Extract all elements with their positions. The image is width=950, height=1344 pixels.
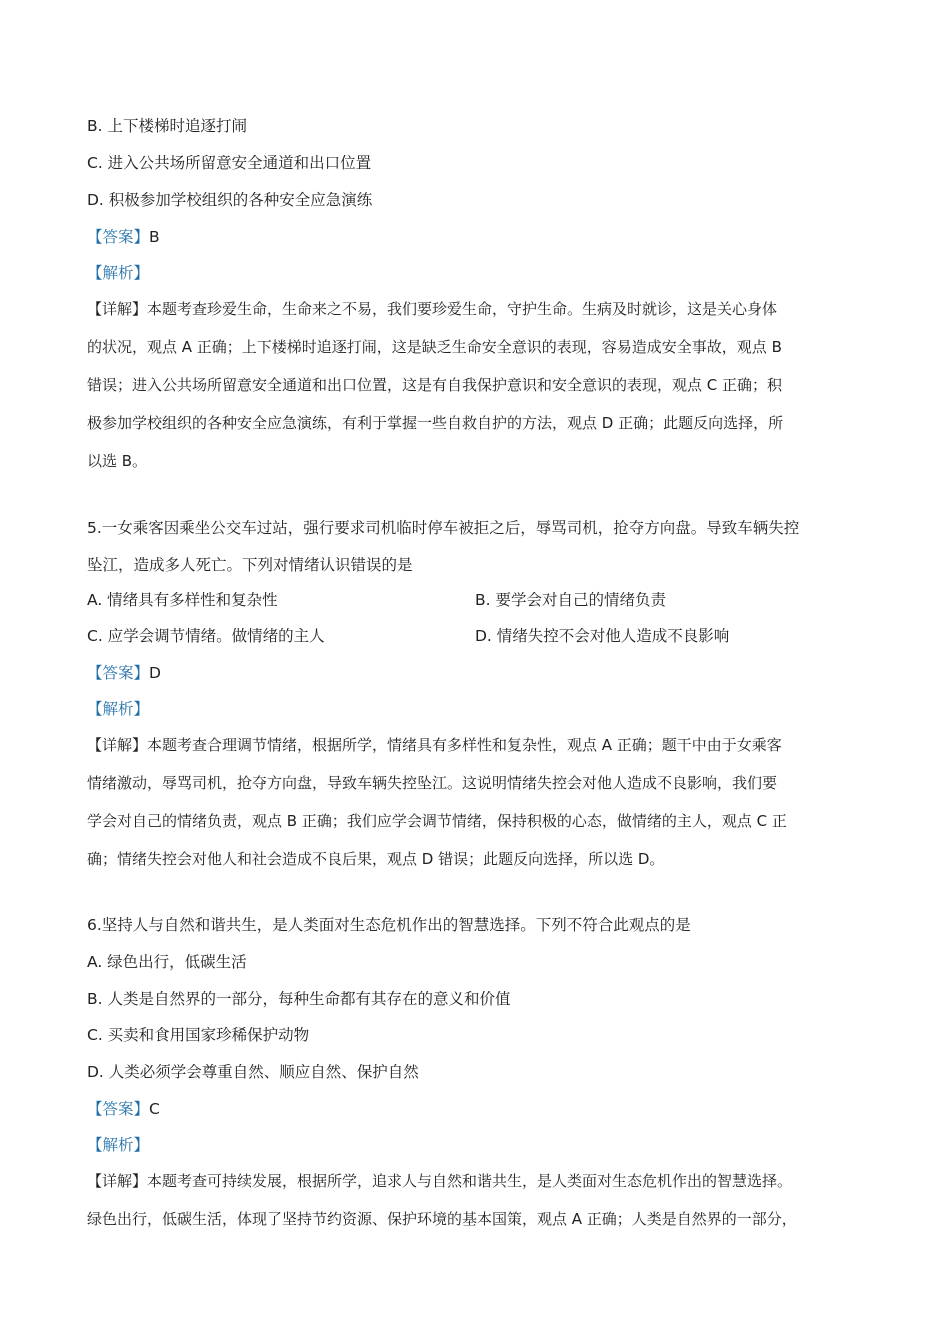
q6-option-d: D. 人类必须学会尊重自然、顺应自然、保护自然 — [87, 1063, 419, 1081]
q6-stem: 6.坚持人与自然和谐共生，是人类面对生态危机作出的智慧选择。下列不符合此观点的是 — [87, 916, 691, 934]
answer-label: 【答案】 — [87, 664, 150, 682]
answer-value: B — [149, 228, 160, 246]
q5-detail-line: 情绪激动，辱骂司机，抢夺方向盘，导致车辆失控坠江。这说明情绪失控会对他人造成不良影响，我们要 — [87, 774, 778, 792]
q5-detail-line: 确；情绪失控会对他人和社会造成不良后果，观点 D 错误；此题反向选择，所以选 D。 — [87, 850, 665, 868]
q5-analysis-label: 【解析】 — [87, 700, 150, 718]
q4-option-b: B. 上下楼梯时追逐打闹 — [87, 117, 247, 135]
q4-detail-line: 【详解】本题考查珍爱生命，生命来之不易，我们要珍爱生命，守护生命。生病及时就诊，这是关心身体 — [87, 300, 778, 318]
q4-detail-line: 极参加学校组织的各种安全应急演练，有利于掌握一些自救自护的方法，观点 D 正确；此题反向选择，所 — [87, 414, 784, 432]
q4-option-c: C. 进入公共场所留意安全通道和出口位置 — [87, 154, 372, 172]
q4-analysis-label: 【解析】 — [87, 264, 150, 282]
q5-stem: 5.一女乘客因乘坐公交车过站，强行要求司机临时停车被拒之后，辱骂司机，抢夺方向盘。导致车辆失控 — [87, 519, 800, 537]
q6-detail-line: 【详解】本题考查可持续发展，根据所学，追求人与自然和谐共生，是人类面对生态危机作出的智慧选择。 — [87, 1172, 793, 1190]
q6-option-c: C. 买卖和食用国家珍稀保护动物 — [87, 1026, 310, 1044]
answer-label: 【答案】 — [87, 1100, 150, 1118]
q5-answer — [87, 663, 161, 683]
answer-label: 【答案】 — [87, 228, 150, 246]
q6-option-a: A. 绿色出行，低碳生活 — [87, 953, 247, 971]
q6-option-b: B. 人类是自然界的一部分，每种生命都有其存在的意义和价值 — [87, 990, 511, 1008]
answer-value: D — [149, 664, 161, 682]
q4-detail-line: 错误；进入公共场所留意安全通道和出口位置，这是有自我保护意识和安全意识的表现，观点 C 正确；积 — [87, 376, 783, 394]
q5-option-b: B. 要学会对自己的情绪负责 — [475, 591, 666, 609]
q4-option-d: D. 积极参加学校组织的各种安全应急演练 — [87, 191, 373, 209]
q5-detail-line: 【详解】本题考查合理调节情绪，根据所学，情绪具有多样性和复杂性，观点 A 正确；题干中由于女乘客 — [87, 736, 782, 754]
q6-analysis-label: 【解析】 — [87, 1136, 150, 1154]
q5-option-d: D. 情绪失控不会对他人造成不良影响 — [475, 627, 730, 645]
q5-detail-line: 学会对自己的情绪负责，观点 B 正确；我们应学会调节情绪，保持积极的心态，做情绪的主人，观点 C 正 — [87, 812, 787, 830]
q6-answer — [87, 1099, 160, 1119]
q4-answer — [87, 227, 160, 247]
q5-stem: 坠江，造成多人死亡。下列对情绪认识错误的是 — [87, 556, 413, 574]
q5-option-a: A. 情绪具有多样性和复杂性 — [87, 591, 278, 609]
q5-option-c: C. 应学会调节情绪。做情绪的主人 — [87, 627, 325, 645]
q6-detail-line: 绿色出行，低碳生活，体现了坚持节约资源、保护环境的基本国策，观点 A 正确；人类是自然界的一部分， — [87, 1210, 797, 1228]
answer-value: C — [149, 1100, 160, 1118]
q4-detail-line: 以选 B。 — [87, 452, 148, 470]
q4-detail-line: 的状况，观点 A 正确；上下楼梯时追逐打闹，这是缺乏生命安全意识的表现，容易造成安全事故，观点 B — [87, 338, 782, 356]
